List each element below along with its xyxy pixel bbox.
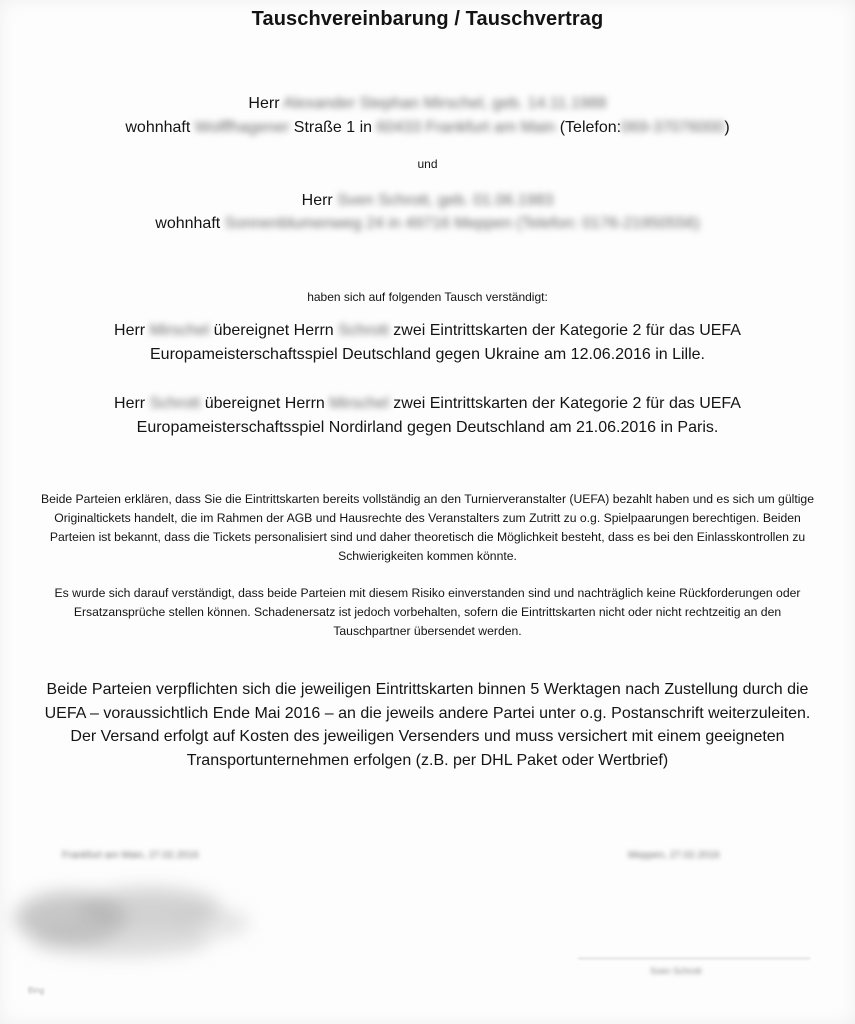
- exchange1-from-blurred: Mirschel: [149, 322, 210, 339]
- exchange1-line2: Europameisterschaftsspiel Deutschland gegen Ukraine am 12.06.2016 in Lille.: [150, 346, 705, 363]
- exchange2-line1: [0, 395, 855, 413]
- clause-payment-validity: Beide Parteien erklären, dass Sie die Eintrittskarten bereits vollständig an den Turnierveranstalter (UEFA) bezahlt haben und es sich um gültige Originaltickets handelt, die im Rahmen der AGB und Hausrechte des Veranstalters zum Zutritt zu o.g. Spielpaarungen berechtigen. Beiden Parteien ist bekannt, dass die Tickets personalisiert sind und daher theoretisch die Möglichkeit besteht, dass es bei den Einlasskontrollen zu Schwierigkeiten kommen könnte.: [41, 492, 814, 563]
- party1-street-blurred: Wolffhagener: [194, 119, 290, 136]
- exchange1-line1: [0, 322, 855, 340]
- scan-watermark: Bing: [28, 986, 45, 995]
- exchange2-to-blurred: Mirschel: [329, 395, 389, 412]
- exchange2-mid: übereignet Herrn: [204, 395, 325, 412]
- party2-name-blurred: Sven Schrott, geb. 01.06.1983: [337, 192, 554, 209]
- party1-street-suffix: Straße 1 in: [293, 119, 373, 136]
- party2-address-blurred: Sonnenblumenweg 24 in 49716 Meppen (Telefon: 0176-21950556): [224, 215, 700, 232]
- place-date-right: Meppen, 27.02.2016: [628, 850, 720, 861]
- party1-phone-blurred: 069-37076000: [621, 119, 725, 136]
- party2-name-line: [0, 192, 855, 210]
- exchange1-rest: zwei Eintrittskarten der Kategorie 2 für das UEFA: [393, 322, 741, 339]
- signature-name-right: Sven Schrott: [650, 966, 702, 976]
- party2-herr: Herr: [301, 192, 333, 209]
- exchange2-line2: Europameisterschaftsspiel Nordirland gegen Deutschland am 21.06.2016 in Paris.: [136, 419, 719, 436]
- party1-wohnhaft: wohnhaft: [125, 119, 191, 136]
- signature-left: [10, 868, 260, 978]
- exchange1-to-blurred: Schrott: [338, 322, 389, 339]
- signature-line-right: [578, 958, 810, 959]
- clause-risk-agreement: Es wurde sich darauf verständigt, dass beide Parteien mit diesem Risiko einverstanden sind und nachträglich keine Rückforderungen oder Ersatzansprüche stellen können. Schadenersatz ist jedoch vorbehalten, sofern die Eintrittskarten nicht oder nicht rechtzeitig an den Tauschpartner übersendet werden.: [54, 586, 801, 638]
- exchange2-herr: Herr: [114, 395, 146, 412]
- party1-phone-label: (Telefon:: [559, 119, 622, 136]
- exchange1-herr: Herr: [114, 322, 146, 339]
- exchange2-rest: zwei Eintrittskarten der Kategorie 2 für das UEFA: [393, 395, 741, 412]
- exchange1-mid: übereignet Herrn: [213, 322, 334, 339]
- place-date-left: Frankfurt am Main, 27.02.2016: [62, 850, 199, 861]
- party1-herr: Herr: [248, 95, 280, 112]
- party2-wohnhaft: wohnhaft: [155, 215, 221, 232]
- party1-name-blurred: Alexander Stephan Mirschel, geb. 14.11.1988: [283, 95, 607, 112]
- party2-address-line: [0, 215, 855, 233]
- party1-name-line: [0, 95, 855, 113]
- clause-shipping-obligation: Beide Parteien verpflichten sich die jeweiligen Eintrittskarten binnen 5 Werktagen nach Zustellung durch die UEFA – voraussichtlich Ende Mai 2016 – an die jeweils andere Partei unter o.g. Postanschrift weiterzuleiten. Der Versand erfolgt auf Kosten des jeweiligen Versenders und muss versichert mit einem geeigneten Transportunternehmen erfolgen (z.B. per DHL Paket oder Wertbrief): [44, 681, 811, 769]
- und-text: und: [417, 157, 438, 171]
- party1-address-line: [0, 119, 855, 137]
- exchange2-from-blurred: Schrott: [149, 395, 201, 412]
- party1-city-blurred: 60433 Frankfurt am Main: [376, 119, 556, 136]
- intro-text: haben sich auf folgenden Tausch verständigt:: [307, 290, 548, 304]
- party1-phone-close: ): [724, 119, 730, 136]
- document-title: Tauschvereinbarung / Tauschvertrag: [251, 8, 604, 30]
